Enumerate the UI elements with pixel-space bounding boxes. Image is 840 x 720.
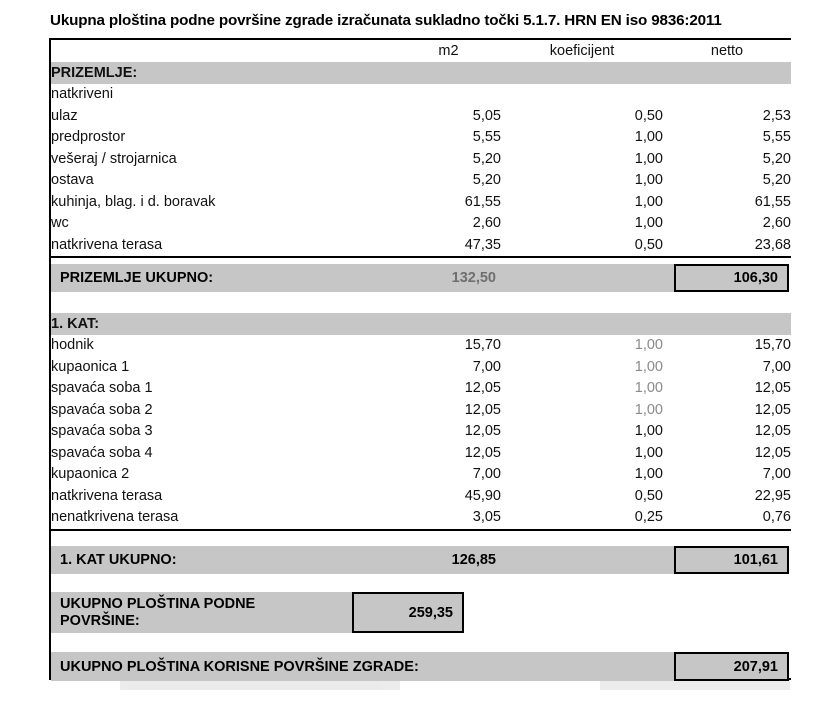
row-koef: 0,50: [501, 486, 663, 508]
row-m2: 61,55: [396, 192, 501, 214]
row-koef: 0,50: [501, 235, 663, 258]
row-label: spavaća soba 1: [51, 378, 396, 400]
total-netto-box: 101,61: [674, 546, 789, 574]
row-label: kupaonica 1: [51, 357, 396, 379]
grand-total-value-box: 259,35: [352, 592, 464, 633]
grand-total-value-box: 207,91: [674, 652, 789, 681]
section-pad: [501, 313, 663, 335]
header-m2: m2: [396, 40, 501, 62]
row-netto: 2,53: [663, 106, 791, 128]
row-koef: 1,00: [501, 213, 663, 235]
row-label: natkriveni: [51, 84, 396, 106]
row-netto: 61,55: [663, 192, 791, 214]
row-m2: 5,20: [396, 149, 501, 171]
row-label: spavaća soba 2: [51, 400, 396, 422]
row-label: spavaća soba 3: [51, 421, 396, 443]
section-header-prizemlje: [51, 62, 791, 84]
row-m2: 12,05: [396, 378, 501, 400]
row-label: spavaća soba 4: [51, 443, 396, 465]
table-row: [51, 192, 791, 214]
row-koef: 1,00: [501, 149, 663, 171]
table-row: [51, 486, 791, 508]
total-row-prizemlje: [51, 264, 789, 292]
table-row: [51, 149, 791, 171]
grand-total-floor-area: [51, 592, 464, 633]
row-m2: 7,00: [396, 357, 501, 379]
row-m2: 5,55: [396, 127, 501, 149]
row-netto: 0,76: [663, 507, 791, 530]
section-title: PRIZEMLJE:: [51, 62, 396, 84]
grand-total-usable-area: [51, 652, 789, 681]
row-koef: 1,00: [501, 192, 663, 214]
row-m2: [396, 84, 501, 106]
row-netto: 5,20: [663, 149, 791, 171]
section-pad: [396, 313, 501, 335]
row-netto: 23,68: [663, 235, 791, 258]
row-koef: 1,00: [501, 335, 663, 357]
row-label: predprostor: [51, 127, 396, 149]
table-row: [51, 378, 791, 400]
row-label: nenatkrivena terasa: [51, 507, 396, 530]
row-netto: 5,20: [663, 170, 791, 192]
table-row: [51, 335, 791, 357]
row-label: ostava: [51, 170, 396, 192]
row-koef: 0,50: [501, 106, 663, 128]
spacer-cell: [51, 530, 791, 544]
row-netto: 12,05: [663, 421, 791, 443]
row-m2: 5,20: [396, 170, 501, 192]
row-label: natkrivena terasa: [51, 235, 396, 258]
row-netto: 12,05: [663, 443, 791, 465]
section-pad: [663, 62, 791, 84]
table-row: [51, 84, 791, 106]
table-header-row: [51, 40, 791, 62]
row-netto: 22,95: [663, 486, 791, 508]
row-netto: [663, 84, 791, 106]
row-label: vešeraj / strojarnica: [51, 149, 396, 171]
table-row: [51, 443, 791, 465]
row-koef: 1,00: [501, 378, 663, 400]
row-netto: 7,00: [663, 357, 791, 379]
table-row: [51, 127, 791, 149]
table-row: [51, 400, 791, 422]
row-koef: [501, 84, 663, 106]
row-m2: 12,05: [396, 400, 501, 422]
row-koef: 1,00: [501, 421, 663, 443]
row-netto: 15,70: [663, 335, 791, 357]
row-koef: 0,25: [501, 507, 663, 530]
table-row: [51, 170, 791, 192]
total-m2: 132,50: [451, 270, 496, 286]
total-label: 1. KAT UKUPNO:: [60, 552, 177, 568]
row-koef: 1,00: [501, 400, 663, 422]
row-koef: 1,00: [501, 170, 663, 192]
area-table: [51, 40, 791, 678]
row-m2: 15,70: [396, 335, 501, 357]
row-netto: 12,05: [663, 400, 791, 422]
row-netto: 12,05: [663, 378, 791, 400]
row-koef: 1,00: [501, 443, 663, 465]
row-m2: 7,00: [396, 464, 501, 486]
table-row: [51, 213, 791, 235]
grand-total-label-line1: UKUPNO PLOŠTINA PODNE: [60, 596, 256, 612]
row-netto: 5,55: [663, 127, 791, 149]
table-row: [51, 357, 791, 379]
header-netto: netto: [663, 40, 791, 62]
section-pad: [396, 62, 501, 84]
table-row: [51, 421, 791, 443]
row-koef: 1,00: [501, 127, 663, 149]
total-m2: 126,85: [451, 552, 496, 568]
table-row: [51, 235, 791, 258]
row-koef: 1,00: [501, 357, 663, 379]
row-m2: 3,05: [396, 507, 501, 530]
spacer-row: [51, 530, 791, 544]
row-m2: 12,05: [396, 443, 501, 465]
header-koeficijent: koeficijent: [501, 40, 663, 62]
row-m2: 2,60: [396, 213, 501, 235]
table-row: [51, 507, 791, 530]
spacer-cell: [51, 293, 791, 313]
row-m2: 47,35: [396, 235, 501, 258]
row-label: hodnik: [51, 335, 396, 357]
spacer-row: [51, 293, 791, 313]
row-m2: 5,05: [396, 106, 501, 128]
section-pad: [663, 313, 791, 335]
section-header-kat: [51, 313, 791, 335]
row-label: kuhinja, blag. i d. boravak: [51, 192, 396, 214]
section-pad: [501, 62, 663, 84]
row-netto: 7,00: [663, 464, 791, 486]
row-label: wc: [51, 213, 396, 235]
row-m2: 45,90: [396, 486, 501, 508]
section-title: 1. KAT:: [51, 313, 396, 335]
table-row: [51, 106, 791, 128]
table-row: [51, 464, 791, 486]
row-m2: 12,05: [396, 421, 501, 443]
header-label: [51, 40, 396, 62]
grand-total-label: [60, 596, 255, 630]
row-label: kupaonica 2: [51, 464, 396, 486]
row-label: natkrivena terasa: [51, 486, 396, 508]
page-title: Ukupna ploština podne površine zgrade izračunata sukladno točki 5.1.7. HRN EN iso 9836:2011: [50, 12, 722, 29]
row-label: ulaz: [51, 106, 396, 128]
total-netto-box: 106,30: [674, 264, 789, 292]
row-koef: 1,00: [501, 464, 663, 486]
area-table-frame: [49, 38, 791, 680]
grand-total-label: UKUPNO PLOŠTINA KORISNE POVRŠINE ZGRADE:: [60, 658, 419, 675]
row-netto: 2,60: [663, 213, 791, 235]
grand-total-label-line2: POVRŠINE:: [60, 613, 140, 629]
total-label: PRIZEMLJE UKUPNO:: [60, 270, 214, 286]
total-row-kat: [51, 546, 789, 574]
